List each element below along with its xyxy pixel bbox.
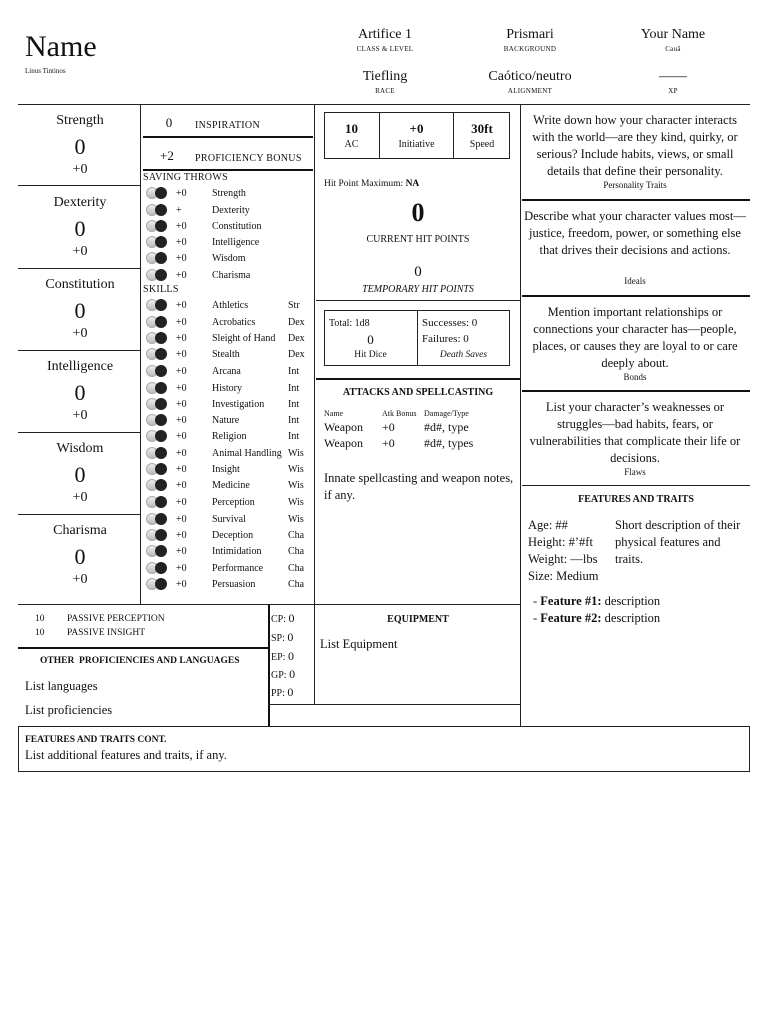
saving-throw-name: Wisdom	[212, 252, 246, 264]
ideals-label: Ideals	[624, 276, 646, 286]
flaws-divider	[522, 485, 750, 486]
hp-max-row	[324, 179, 419, 189]
feature-physical[interactable]: Short description of their physical features and traits.	[615, 518, 741, 566]
proficiency-dot-icon[interactable]	[146, 187, 176, 199]
passive-insight-label: PASSIVE INSIGHT	[67, 628, 146, 638]
coin-cp[interactable]	[271, 611, 295, 626]
skill-mod: +0	[176, 496, 187, 508]
equipment-text[interactable]: List Equipment	[320, 637, 398, 651]
class-level-label: CLASS & LEVEL	[356, 45, 414, 53]
feature-weight[interactable]: Weight: —lbs	[528, 552, 598, 566]
skill-name: Performance	[212, 562, 264, 574]
passive-insight-value[interactable]: 10	[35, 628, 45, 638]
skill-name: Stealth	[212, 348, 240, 360]
attack-damage[interactable]: #d#, types	[424, 436, 474, 450]
proficiency-divider	[143, 169, 313, 171]
ability-score[interactable]: 0	[74, 298, 86, 323]
skill-attr: Int	[288, 430, 300, 442]
other-proficiencies-title: OTHER PROFICIENCIES AND LANGUAGES	[40, 656, 240, 666]
inspiration-divider	[143, 136, 313, 138]
skill-attr: Int	[288, 365, 300, 377]
inspiration-label: INSPIRATION	[195, 120, 260, 131]
saving-throw-row[interactable]	[146, 267, 250, 283]
proficiency-dot-icon[interactable]	[146, 463, 176, 475]
proficiency-dot-icon[interactable]	[146, 348, 176, 360]
proficiency-dot-icon[interactable]	[146, 204, 176, 216]
attacks-header-name: Name	[324, 409, 344, 418]
skill-name: Medicine	[212, 479, 250, 491]
skill-attr: Int	[288, 382, 300, 394]
skill-attr: Cha	[288, 562, 305, 574]
ability-modifier: +0	[72, 572, 88, 587]
skill-mod: +0	[176, 299, 187, 311]
feature-item[interactable]: - Feature #1: description	[533, 594, 661, 608]
skill-mod: +0	[176, 316, 187, 328]
proficiency-dot-icon[interactable]	[146, 220, 176, 232]
proficiency-dot-icon[interactable]	[146, 562, 176, 574]
ability-score[interactable]: 0	[74, 216, 86, 241]
skill-attr: Wis	[288, 463, 304, 475]
proficiency-dot-icon[interactable]	[146, 479, 176, 491]
features-cont-text[interactable]: List additional features and traits, if any.	[25, 748, 227, 762]
feature-height[interactable]: Height: #’#ft	[528, 535, 593, 549]
skill-row[interactable]	[146, 461, 312, 477]
saving-throw-row[interactable]	[146, 250, 246, 266]
ability-divider	[18, 185, 140, 186]
coin-value: 0	[287, 649, 294, 663]
skill-mod: +0	[176, 348, 187, 360]
skill-attr: Cha	[288, 529, 305, 541]
background-label: BACKGROUND	[503, 45, 557, 53]
skill-row[interactable]	[146, 428, 312, 444]
skill-attr: Int	[288, 398, 300, 410]
skill-attr: Wis	[288, 479, 304, 491]
proficiency-dot-icon[interactable]	[146, 382, 176, 394]
feature-item-name: Feature #1:	[540, 594, 602, 608]
coin-ep[interactable]	[271, 649, 294, 664]
skill-row[interactable]	[146, 527, 312, 543]
skill-row[interactable]	[146, 380, 312, 396]
skill-attr: Cha	[288, 545, 305, 557]
skill-row[interactable]	[146, 297, 312, 313]
passive-perception-label: PASSIVE PERCEPTION	[67, 614, 165, 624]
skill-row[interactable]	[146, 477, 312, 493]
ability-name: Constitution	[45, 277, 115, 292]
temp-hp-label: TEMPORARY HIT POINTS	[362, 284, 474, 295]
hp-max-value[interactable]: NA	[405, 179, 420, 189]
ability-divider	[18, 432, 140, 433]
feature-item-desc: description	[604, 594, 661, 608]
flaws-label: Flaws	[624, 467, 646, 477]
ac-label: AC	[344, 139, 359, 150]
skills-column-divider	[314, 104, 315, 604]
proficiency-value[interactable]: +2	[160, 148, 174, 163]
skill-row[interactable]	[146, 445, 312, 461]
skill-name: Arcana	[212, 365, 241, 377]
coin-label: GP:	[271, 670, 287, 681]
flaws-text[interactable]: List your character’s weaknesses or struggles—bad habits, fears, or vulnerabilities that complicate their life or decisions.	[529, 400, 741, 465]
temp-hp-value[interactable]: 0	[414, 264, 422, 280]
skill-row[interactable]	[146, 396, 312, 412]
skill-name: Investigation	[212, 398, 265, 410]
hp-divider	[316, 300, 520, 301]
skill-mod: +0	[176, 447, 187, 459]
proficiency-label: PROFICIENCY BONUS	[195, 153, 302, 164]
player-label: Cauã	[665, 45, 681, 53]
equipment-title: EQUIPMENT	[387, 614, 449, 625]
skill-mod: +0	[176, 398, 187, 410]
saving-throw-name: Intelligence	[212, 236, 260, 248]
initiative-label: Initiative	[398, 139, 435, 150]
coin-value: 0	[287, 630, 294, 644]
ability-modifier: +0	[72, 326, 88, 341]
hit-dice-label: Hit Dice	[354, 350, 387, 360]
ability-name: Wisdom	[56, 441, 104, 456]
skill-mod: +0	[176, 562, 187, 574]
skill-mod: +0	[176, 545, 187, 557]
ability-name: Strength	[56, 113, 104, 128]
skill-name: Perception	[212, 496, 255, 508]
saving-throw-mod: +0	[176, 187, 187, 199]
saving-throws-title: SAVING THROWS	[143, 172, 228, 183]
ability-score[interactable]: 0	[74, 462, 86, 487]
saving-throw-row[interactable]	[146, 234, 259, 250]
saving-throw-name: Dexterity	[212, 204, 250, 216]
ability-column-divider	[140, 104, 141, 604]
coin-label: SP:	[271, 633, 285, 644]
skill-name: Animal Handling	[212, 447, 282, 459]
feature-item-name: Feature #2:	[540, 611, 602, 625]
skill-attr: Dex	[288, 316, 305, 328]
player-value[interactable]: Your Name	[640, 27, 706, 42]
saving-throw-name: Charisma	[212, 269, 251, 281]
proficiency-dot-icon[interactable]	[146, 365, 176, 377]
skill-name: Insight	[212, 463, 240, 475]
attacks-header-bonus: Atk Bonus	[382, 409, 417, 418]
proficiency-dot-icon[interactable]	[146, 332, 176, 344]
saving-throw-row[interactable]	[146, 202, 250, 218]
coin-value: 0	[289, 667, 296, 681]
skill-mod: +0	[176, 529, 187, 541]
skill-mod: +0	[176, 578, 187, 590]
skill-attr: Cha	[288, 578, 305, 590]
saving-throw-mod: +0	[176, 269, 187, 281]
attack-damage[interactable]: #d#, type	[424, 420, 469, 434]
ideals-text[interactable]: Describe what your character values most—justice, freedom, power, or something else that drives their decisions and actions.	[524, 209, 746, 257]
hit-dice-total[interactable]: Total: 1d8	[329, 318, 370, 329]
skill-mod: +0	[176, 365, 187, 377]
ac-value[interactable]: 10	[345, 121, 358, 136]
feature-age[interactable]: Age: ##	[528, 518, 568, 532]
ability-score[interactable]: 0	[74, 544, 86, 569]
alignment-label: ALIGNMENT	[507, 87, 553, 95]
current-hp-value[interactable]: 0	[411, 198, 425, 227]
skill-mod: +0	[176, 479, 187, 491]
proficiency-dot-icon[interactable]	[146, 447, 176, 459]
ability-modifier: +0	[72, 490, 88, 505]
coin-label: CP:	[271, 614, 287, 625]
coin-value: 0	[287, 685, 294, 699]
saving-throw-mod: +0	[176, 252, 187, 264]
skill-row[interactable]	[146, 363, 312, 379]
skill-row[interactable]	[146, 412, 312, 428]
skill-name: Sleight of Hand	[212, 332, 276, 344]
proficiency-dot-icon[interactable]	[146, 513, 176, 525]
passive-divider	[18, 647, 268, 649]
coins-bottom-divider	[268, 704, 520, 705]
proficiency-dot-icon[interactable]	[146, 545, 176, 557]
skill-mod: +0	[176, 332, 187, 344]
skill-row[interactable]	[146, 543, 312, 559]
bonds-label: Bonds	[623, 372, 647, 382]
coins-divider	[268, 604, 270, 726]
ability-divider	[18, 350, 140, 351]
race-value[interactable]: Tiefling	[362, 69, 408, 84]
skill-attr: Int	[288, 414, 300, 426]
attacks-header-damage: Damage/Type	[424, 409, 469, 418]
skill-name: Acrobatics	[212, 316, 256, 328]
bonds-divider	[522, 390, 750, 392]
proficiency-dot-icon[interactable]	[146, 430, 176, 442]
proficiency-dot-icon[interactable]	[146, 252, 176, 264]
skill-mod: +0	[176, 382, 187, 394]
attacks-title: ATTACKS AND SPELLCASTING	[342, 387, 494, 398]
skill-name: Deception	[212, 529, 254, 541]
ability-name: Charisma	[53, 523, 107, 538]
xp-value[interactable]: ——	[659, 69, 687, 84]
proficiency-dot-icon[interactable]	[146, 529, 176, 541]
hp-max-label: Hit Point Maximum:	[324, 179, 404, 189]
proficiency-dot-icon[interactable]	[146, 299, 176, 311]
character-name[interactable]: Name	[25, 30, 97, 63]
coin-value: 0	[288, 611, 295, 625]
skill-row[interactable]	[146, 560, 312, 576]
personality-divider	[522, 199, 750, 201]
attack-name[interactable]: Weapon	[324, 436, 364, 450]
ability-divider	[18, 268, 140, 269]
coin-gp[interactable]	[271, 667, 295, 682]
skill-attr: Wis	[288, 496, 304, 508]
bonds-text[interactable]: Mention important relationships or connections your character has—people, places, or causes they are loyal to or care deeply about.	[532, 305, 738, 370]
feature-item[interactable]: - Feature #2: description	[533, 611, 661, 625]
feature-size[interactable]: Size: Medium	[528, 569, 599, 583]
attack-bonus[interactable]: +0	[382, 420, 395, 434]
xp-label: XP	[668, 87, 678, 95]
skill-name: Religion	[212, 430, 247, 442]
ideals-divider	[522, 295, 750, 297]
skill-row[interactable]	[146, 330, 312, 346]
saving-throw-row[interactable]	[146, 218, 261, 234]
skill-name: Nature	[212, 414, 240, 426]
header-divider	[18, 104, 750, 105]
attacks-divider	[316, 378, 520, 380]
skill-mod: +0	[176, 513, 187, 525]
skill-row[interactable]	[146, 511, 312, 527]
skill-mod: +0	[176, 414, 187, 426]
proficiency-dot-icon[interactable]	[146, 236, 176, 248]
personality-traits-label: Personality Traits	[603, 180, 667, 190]
death-saves-successes[interactable]: Successes: 0	[422, 317, 478, 329]
attack-bonus[interactable]: +0	[382, 436, 395, 450]
background-value[interactable]: Prismari	[506, 27, 554, 42]
ability-name: Dexterity	[53, 195, 107, 210]
ability-score[interactable]: 0	[74, 380, 86, 405]
saving-throw-mod: +0	[176, 220, 187, 232]
speed-label: Speed	[469, 139, 495, 150]
saving-throw-mod: +0	[176, 236, 187, 248]
skill-name: Athletics	[212, 299, 249, 311]
ability-modifier: +0	[72, 162, 88, 177]
ability-divider	[18, 514, 140, 515]
skill-attr: Dex	[288, 348, 305, 360]
ability-modifier: +0	[72, 244, 88, 259]
skill-name: Survival	[212, 513, 246, 525]
saving-throw-name: Strength	[212, 187, 246, 199]
alignment-value[interactable]: Caótico/neutro	[488, 69, 572, 84]
equipment-divider	[314, 604, 315, 704]
saving-throw-name: Constitution	[212, 220, 262, 232]
proficiency-dot-icon[interactable]	[146, 269, 176, 281]
proficiency-dot-icon[interactable]	[146, 414, 176, 426]
coin-pp[interactable]	[271, 685, 293, 700]
attacks-notes[interactable]: Innate spellcasting and weapon notes, if any.	[324, 471, 514, 502]
inspiration-value[interactable]: 0	[165, 115, 173, 130]
skill-row[interactable]	[146, 576, 312, 592]
skill-mod: +0	[176, 463, 187, 475]
proficiency-dot-icon[interactable]	[146, 316, 176, 328]
ability-name: Intelligence	[46, 359, 114, 374]
current-hp-label: CURRENT HIT POINTS	[366, 234, 470, 245]
death-saves-failures[interactable]: Failures: 0	[422, 333, 469, 345]
skill-name: Persuasion	[212, 578, 256, 590]
proficiency-dot-icon[interactable]	[146, 398, 176, 410]
coin-sp[interactable]	[271, 630, 293, 645]
skill-row[interactable]	[146, 314, 312, 330]
ability-modifier: +0	[72, 408, 88, 423]
languages-text[interactable]: List languages	[25, 679, 98, 693]
speed-value[interactable]: 30ft	[471, 121, 493, 136]
skill-attr: Wis	[288, 447, 304, 459]
coin-label: EP:	[271, 652, 286, 663]
features-title: FEATURES AND TRAITS	[578, 494, 694, 505]
skill-name: Intimidation	[212, 545, 262, 557]
skill-attr: Str	[288, 299, 300, 311]
player-name: Linus Tintinos	[25, 67, 66, 75]
initiative-value[interactable]: +0	[409, 121, 424, 136]
hit-dice-value[interactable]: 0	[367, 332, 374, 347]
right-column-divider	[520, 104, 521, 726]
attack-name[interactable]: Weapon	[324, 420, 364, 434]
personality-traits-text[interactable]: Write down how your character interacts with the world—are they kind, quirky, or serious? Include habits, views, or small details that define their personality.	[532, 113, 738, 178]
death-saves-label: Death Saves	[439, 350, 488, 360]
skill-mod: +0	[176, 430, 187, 442]
class-level-value[interactable]: Artifice 1	[357, 27, 413, 42]
skill-row[interactable]	[146, 494, 312, 510]
passive-perception-value[interactable]: 10	[35, 614, 45, 624]
saving-throw-mod: +	[176, 204, 182, 216]
skill-name: History	[212, 382, 242, 394]
race-label: RACE	[375, 87, 395, 95]
features-cont-title: FEATURES AND TRAITS CONT.	[25, 735, 167, 745]
skill-attr: Dex	[288, 332, 305, 344]
saving-throw-row[interactable]	[146, 185, 246, 201]
proficiency-dot-icon[interactable]	[146, 578, 176, 590]
skills-title: SKILLS	[143, 284, 179, 295]
coin-label: PP:	[271, 688, 285, 699]
feature-item-desc: description	[604, 611, 661, 625]
proficiencies-text[interactable]: List proficiencies	[25, 703, 113, 717]
proficiency-dot-icon[interactable]	[146, 496, 176, 508]
skill-attr: Wis	[288, 513, 304, 525]
ability-score[interactable]: 0	[74, 134, 86, 159]
skill-row[interactable]	[146, 346, 312, 362]
